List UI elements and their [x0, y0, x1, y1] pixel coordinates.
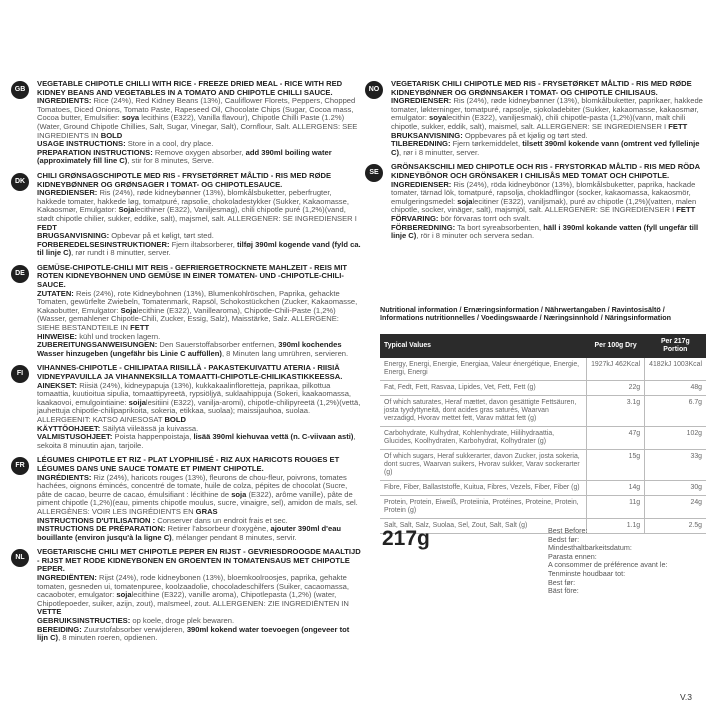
- ingredients: INGREDIENSER: Ris (24%), röda kidneybönor (13%), blomkålsbuketter, paprika, hackade tomater, tärnad lök, tomatpuré, rapsolja, chokladflingor (socker, kakaomassa, kakaosmör, emulgeringsmedel: sojalecitiner (E322), vaniljsmak), puré av chipotle (1,2%)(vatten, malen chipotle, socker, vinäger, salt), majsmjöl, salt. ALLERGENER: SE INGREDIENSER I FETT: [391, 179, 697, 215]
- best-before-label: Mindesthaltbarkeitsdatum:: [548, 543, 632, 553]
- nutrition-table: [380, 334, 706, 534]
- ingredients: INGREDIENSER: Ris (24%), røde kidneybønner (13%), blomkålsbuketter, peberfrugter, hakkede tomater, hakkede løg, tomatpuré, rapsolie, chokoladestykker (Sukker, Kakaomasse, Kakaosmør, Emulgator: Sojalecithiner (E322), Vaniljesmag), chili chipotle puré (1,2%)(vand, stødt chipotle chilier, sukker, eddike, salt), majsmel, salt. ALLERGENER: SE INGREDIENSER I FEDT: [37, 188, 357, 232]
- preparation: VALMISTUSOHJEET: Poista happenpoistaja, lisää 390ml kiehuvaa vettä (n. C-viivaan asti), sekoita 8 minuutin ajan, tarjoile.: [37, 432, 356, 450]
- usage: KÄYTTÖOHJEET: Säilytä viileässä ja kuivassa.: [37, 423, 199, 433]
- best-before-label: Tenminste houdbaar tot:: [548, 568, 626, 578]
- section-title: VEGETARISCHE CHILI MET CHIPOTLE PEPER EN RIJST - GEVRIESDROOGDE MAALTIJD - RIJST MET RODE KIDNEYBONEN EN GROENTEN IN TOMATENSAUS MET CHIPOTLE PEPER.: [37, 547, 361, 574]
- version-label: V.3: [680, 692, 692, 702]
- section-fi: [10, 364, 362, 450]
- value-100g: 14g: [587, 481, 645, 496]
- ingredients: ZUTATEN: Reis (24%), rote Kidneybohnen (13%), Blumenkohlröschen, Paprika, gehackte Tomaten, gewürfelte Zwiebeln, Tomatenmark, Rapsöl, Schokostückchen (Zucker, Kakaomasse, Kakaobutter, Emulgator: Sojalecithine (E322), Vanillearoma), Chipotle-Chili-Paste (1,2%) (Wasser, gemahlener Chipotle-Chili, Zucker, Essig, Salz), Maisstärke, Salz. ALLERGENE: SIEHE BESTANDTEILE IN FETT: [37, 288, 358, 333]
- section-dk: [10, 172, 362, 258]
- value-portion: 24g: [645, 496, 706, 519]
- flag-badge-no: NO: [365, 81, 383, 99]
- nutrition-heading: Nutritional information / Ernæringsinformation / Nährwertangaben / Ravintosisältö / Informations nutritionnelles / Voedingswaarde / Næringsinnhold / Näringsinformation: [380, 305, 671, 323]
- best-before-label: Bedst før:: [548, 534, 580, 544]
- best-before-label: Best før:: [548, 577, 576, 587]
- section-title: GEMÜSE-CHIPOTLE-CHILI MIT REIS - GEFRIERGETROCKNETE MAHLZEIT - REIS MIT ROTEN KIDNEYBOHNEN UND GEMÜSE IN EINER TOMATEN- UND -CHIPOTLE-CHILI-SAUCE.: [37, 262, 348, 290]
- col-per-100g: Per 100g Dry: [587, 334, 645, 358]
- value-portion: 102g: [645, 427, 706, 450]
- best-before-label: Bäst före:: [548, 586, 579, 596]
- preparation: ZUBEREITUNGSANWEISUNGEN: Den Sauerstoffabsorber entfernen, 390ml kochendes Wasser hinzugeben (ungefähr bis Linie C auffüllen), 8 Minuten lang umrühren, servieren.: [37, 340, 349, 358]
- section-gb: [10, 80, 362, 166]
- section-title: CHILI GRØNSAGSCHIPOTLE MED RIS - FRYSETØRRET MÅLTID - RIS MED RØDE KIDNEYBØNNER OG GRØNSAGER I TOMAT- OG CHIPOTLESAUCE.: [37, 170, 332, 189]
- usage: BRUKSANVISNING: Oppbevares på et kjølig og tørt sted.: [391, 130, 588, 140]
- flag-badge-fi: FI: [11, 365, 29, 383]
- best-before-block: [548, 527, 667, 596]
- usage: INSTRUCTIONS D'UTILISATION : Conserver dans un endroit frais et sec.: [37, 515, 288, 525]
- value-100g: 1.1g: [587, 519, 645, 534]
- table-row: [380, 396, 706, 427]
- usage: BRUGSANVISNING: Opbevar på et køligt, tørt sted.: [37, 231, 214, 241]
- preparation: FORBEREDELSESINSTRUKTIONER: Fjern iltabsorberer, tilføj 390ml kogende vand (fyld ca. til linje C), rør rundt i 8 minutter, server.: [37, 239, 361, 258]
- nutrient-label: Energy, Energi, Energie, Energiaa, Valeur énergétique, Energie, Energi, Energi: [380, 358, 587, 381]
- flag-badge-gb: GB: [11, 81, 29, 99]
- usage: USAGE INSTRUCTIONS: Store in a cool, dry place.: [37, 139, 214, 149]
- preparation: PREPARATION INSTRUCTIONS: Remove oxygen absorber, add 390ml boiling water (approximately fill line C), stir for 8 minutes, Serve.: [37, 147, 332, 166]
- preparation: TILBEREDNING: Fjern tørkemiddelet, tilsett 390ml kokende vann (omtrent ved fyllelinje C), rør i 8 minutter, server.: [391, 139, 700, 157]
- nutrition-header-row: [380, 334, 706, 358]
- section-title: VEGETABLE CHIPOTLE CHILLI WITH RICE - FREEZE DRIED MEAL - RICE WITH RED KIDNEY BEANS AND VEGETABLES IN A TOMATO AND CHIPOTLE CHILLI SAUCE.: [37, 79, 343, 97]
- table-row: [380, 481, 706, 496]
- nutrient-label: Carbohydrate, Kulhydrat, Kohlenhydrate, Hiilihydraattia, Glucides, Koolhydraten, Karbohydrat, Kolhydrater (g): [380, 427, 587, 450]
- section-fr: [10, 456, 362, 542]
- usage: HINWEISE: kühl und trocken lagern.: [37, 331, 161, 341]
- value-100g: 47g: [587, 427, 645, 450]
- table-row: [380, 381, 706, 396]
- best-before-label: A consommer de préférence avant le:: [548, 560, 668, 570]
- table-row: [380, 496, 706, 519]
- value-portion: 30g: [645, 481, 706, 496]
- nutrient-label: Fat, Fedt, Fett, Rasvaa, Lipides, Vet, Fett, Fett (g): [380, 381, 587, 396]
- left-column: [10, 80, 362, 649]
- preparation: BEREIDING: Zuurstofabsorber verwijderen, 390ml kokend water toevoegen (ongeveer tot lijn C), 8 minuten roeren, opdienen.: [37, 624, 350, 643]
- right-column: [364, 80, 710, 247]
- best-before-label: Best Before:: [548, 526, 588, 535]
- nutrient-label: Of which sugars, Heraf sukkerarter, davon Zucker, josta sokeria, dont sucres, Waarvan suikers, Hvorav sukker, Varav sockerarter (g): [380, 450, 587, 481]
- col-typical-values: Typical Values: [380, 334, 587, 358]
- net-weight: 217g: [382, 527, 430, 550]
- section-title: LÉGUMES CHIPOTLE ET RIZ - PLAT LYOPHILISÉ - RIZ AUX HARICOTS ROUGES ET LÉGUMES DANS UNE SAUCE TOMATE ET PIMENT CHIPOTLE.: [37, 455, 340, 473]
- ingredients: INGREDIËNTEN: Rijst (24%), rode kidneybonen (13%), bloemkoolroosjes, paprika, gehakte tomaten, gesneden ui, tomatenpuree, koolzaadolie, chocoladeschilfers (Suiker, cacaomassa, cacaoboter, emulgator: sojalecithine (E322), vanille aroma), Chipotlepasta (1,2%) (water, Chipotlepoeder, suiker, azijn, zout), maïsmeel, zout. ALLERGENEN: ZIE INGREDIËNTEN IN VETTE: [37, 573, 349, 617]
- flag-badge-nl: NL: [11, 549, 29, 567]
- flag-badge-se: SE: [365, 164, 383, 182]
- nutrient-label: Of which saturates, Heraf mættet, davon gesättigte Fettsäuren, josta tyydyttyneitä, dont acides gras saturés, Waarvan verzadigd, Hvorav mettet fett, Varav mättat fett (g): [380, 396, 587, 427]
- preparation: FÖRBEREDNING: Ta bort syreabsorbenten, häll i 390ml kokande vatten (fyll ungefär till linje C), rör i 8 minuter och servera sedan.: [391, 222, 699, 241]
- nutrient-label: Fibre, Fiber, Ballaststoffe, Kuitua, Fibres, Vezels, Fiber, Fiber (g): [380, 481, 587, 496]
- ingredients: INGREDIENTS: Rice (24%), Red Kidney Beans (13%), Cauliflower Florets, Peppers, Chopped Tomatoes, Diced Onions, Tomato Paste, Rapeseed Oil, Chocolate Chips (Sugar, Cocoa mass, Cocoa butter, Emulsifier: soya lecithins (E322), Vanilla flavour), Chipotle Chilli Paste (1.2%) (Water, Ground Chipotle Chillies, Salt, Sugar, Vinegar, Salt), Cornflour, Salt. ALLERGENS: SEE INGREDIENTS IN BOLD: [37, 96, 358, 140]
- nutrient-label: Protein, Protein, Eiweiß, Proteiinia, Protéines, Proteine, Protein, Protein (g): [380, 496, 587, 519]
- section-nl: [10, 548, 362, 643]
- ingredients: INGRÉDIENTS: Riz (24%), haricots rouges (13%), fleurons de chou-fleur, poivrons, tomates hachées, oignons émincés, concentré de tomate, huile de colza, pépites de chocolat (Sucre, pâte de cacao, beurre de cacao, émulsifiant : lécithine de soja (E322), arôme vanille), pâte de piment chipotle (1,2%)(eau, piments chipotle moulus, sucre, vinaigre, sel), amidon de maïs, sel. ALLERGÈNES: VOIR LES INGRÉDIENTS EN GRAS: [37, 472, 358, 516]
- section-title: VIHANNES-CHIPOTLE - CHILIPATAA RIISILLÄ - PAKASTEKUIVATTU ATERIA - RIISIÄ VIDNEYPAVUILLA JA VIHANNEKSILLA TOMAATTI-CHIPOTLE-CHILIKASTIKKEESSA.: [37, 363, 343, 381]
- value-portion: 33g: [645, 450, 706, 481]
- table-row: [380, 450, 706, 481]
- value-100g: 22g: [587, 381, 645, 396]
- nutrient-label: Salt, Salt, Salz, Suolaa, Sel, Zout, Salt, Salt (g): [380, 519, 587, 534]
- flag-badge-dk: DK: [11, 173, 29, 191]
- flag-badge-fr: FR: [11, 457, 29, 475]
- ingredients: AINEKSET: Riisiä (24%), kidneypapuja (13%), kukkakaalinfloretteja, paprikaa, pilkottua tomaattia, kuutioitua sipulia, tomaattipyreetä, rypsiöljyä, suklaahippuja (Sokeri, kaakaomassa, kaakaovoi, emulgointiaine: soijalesitiini (E322), vanilja-aromi), chipotle-chilipyreetä (1,2%)(vettä, jauhettuja chipotle-chilipaprikoita, sokeria, etikkaa, suolaa); maissijauhoa, suolaa. ALLERGEENIT: KATSO AINESOSAT BOLD: [37, 380, 361, 424]
- value-100g: 11g: [587, 496, 645, 519]
- col-per-portion: Per 217g Portion: [645, 334, 706, 358]
- section-title: VEGETARISK CHILI CHIPOTLE MED RIS - FRYSETØRKET MÅLTID - RIS MED RØDE KIDNEYBØNNER OG GRØNNSAKER I TOMAT- OG CHIPOTLE CHILISAUS.: [391, 79, 692, 97]
- value-portion: 48g: [645, 381, 706, 396]
- value-100g: 15g: [587, 450, 645, 481]
- section-no: [364, 80, 710, 157]
- value-100g: 1927kJ 462Kcal: [587, 358, 645, 381]
- flag-badge-de: DE: [11, 265, 29, 283]
- table-row: [380, 427, 706, 450]
- ingredients: INGREDIENSER: Ris (24%), røde kidneybønner (13%), blomkålbuketter, paprikaer, hakkede tomater, løkterninger, tomatpuré, rapsolje, sjokoladebiter (Sukker, kakaomasse, kakaosmør, emulgator: soyalecithin (E322), vaniljesmak), chili chipotle-pasta (1,2%)(vann, malt chili chipotle, sukker, eddik, salt), maismel, salt. ALLERGENER: SE INGREDIENSER I FETT: [391, 96, 703, 131]
- section-se: [364, 163, 710, 240]
- value-portion: 4182kJ 1003Kcal: [645, 358, 706, 381]
- value-portion: 6.7g: [645, 396, 706, 427]
- preparation: INSTRUCTIONS DE PRÉPARATION: Retirer l'absorbeur d'oxygène, ajouter 390ml d'eau bouillante (environ jusqu'à la ligne C), mélanger pendant 8 minutes, servir.: [37, 524, 342, 542]
- table-row: [380, 358, 706, 381]
- value-100g: 3.1g: [587, 396, 645, 427]
- usage: FÖRVARING: bör förvaras torrt och svalt.: [391, 213, 531, 223]
- section-de: [10, 264, 362, 359]
- value-portion: 2.5g: [645, 519, 706, 534]
- section-title: GRÖNSAKSCHILI MED CHIPOTLE OCH RIS - FRYSTORKAD MÅLTID - RIS MED RÖDA KIDNEYBÖNOR OCH GRÖNSAKER I CHILISÅS MED TOMAT OCH CHIPOTLE.: [391, 162, 700, 180]
- best-before-label: Parasta ennen:: [548, 551, 597, 561]
- usage: GEBRUIKSINSTRUCTIES: op koele, droge plek bewaren.: [37, 616, 235, 626]
